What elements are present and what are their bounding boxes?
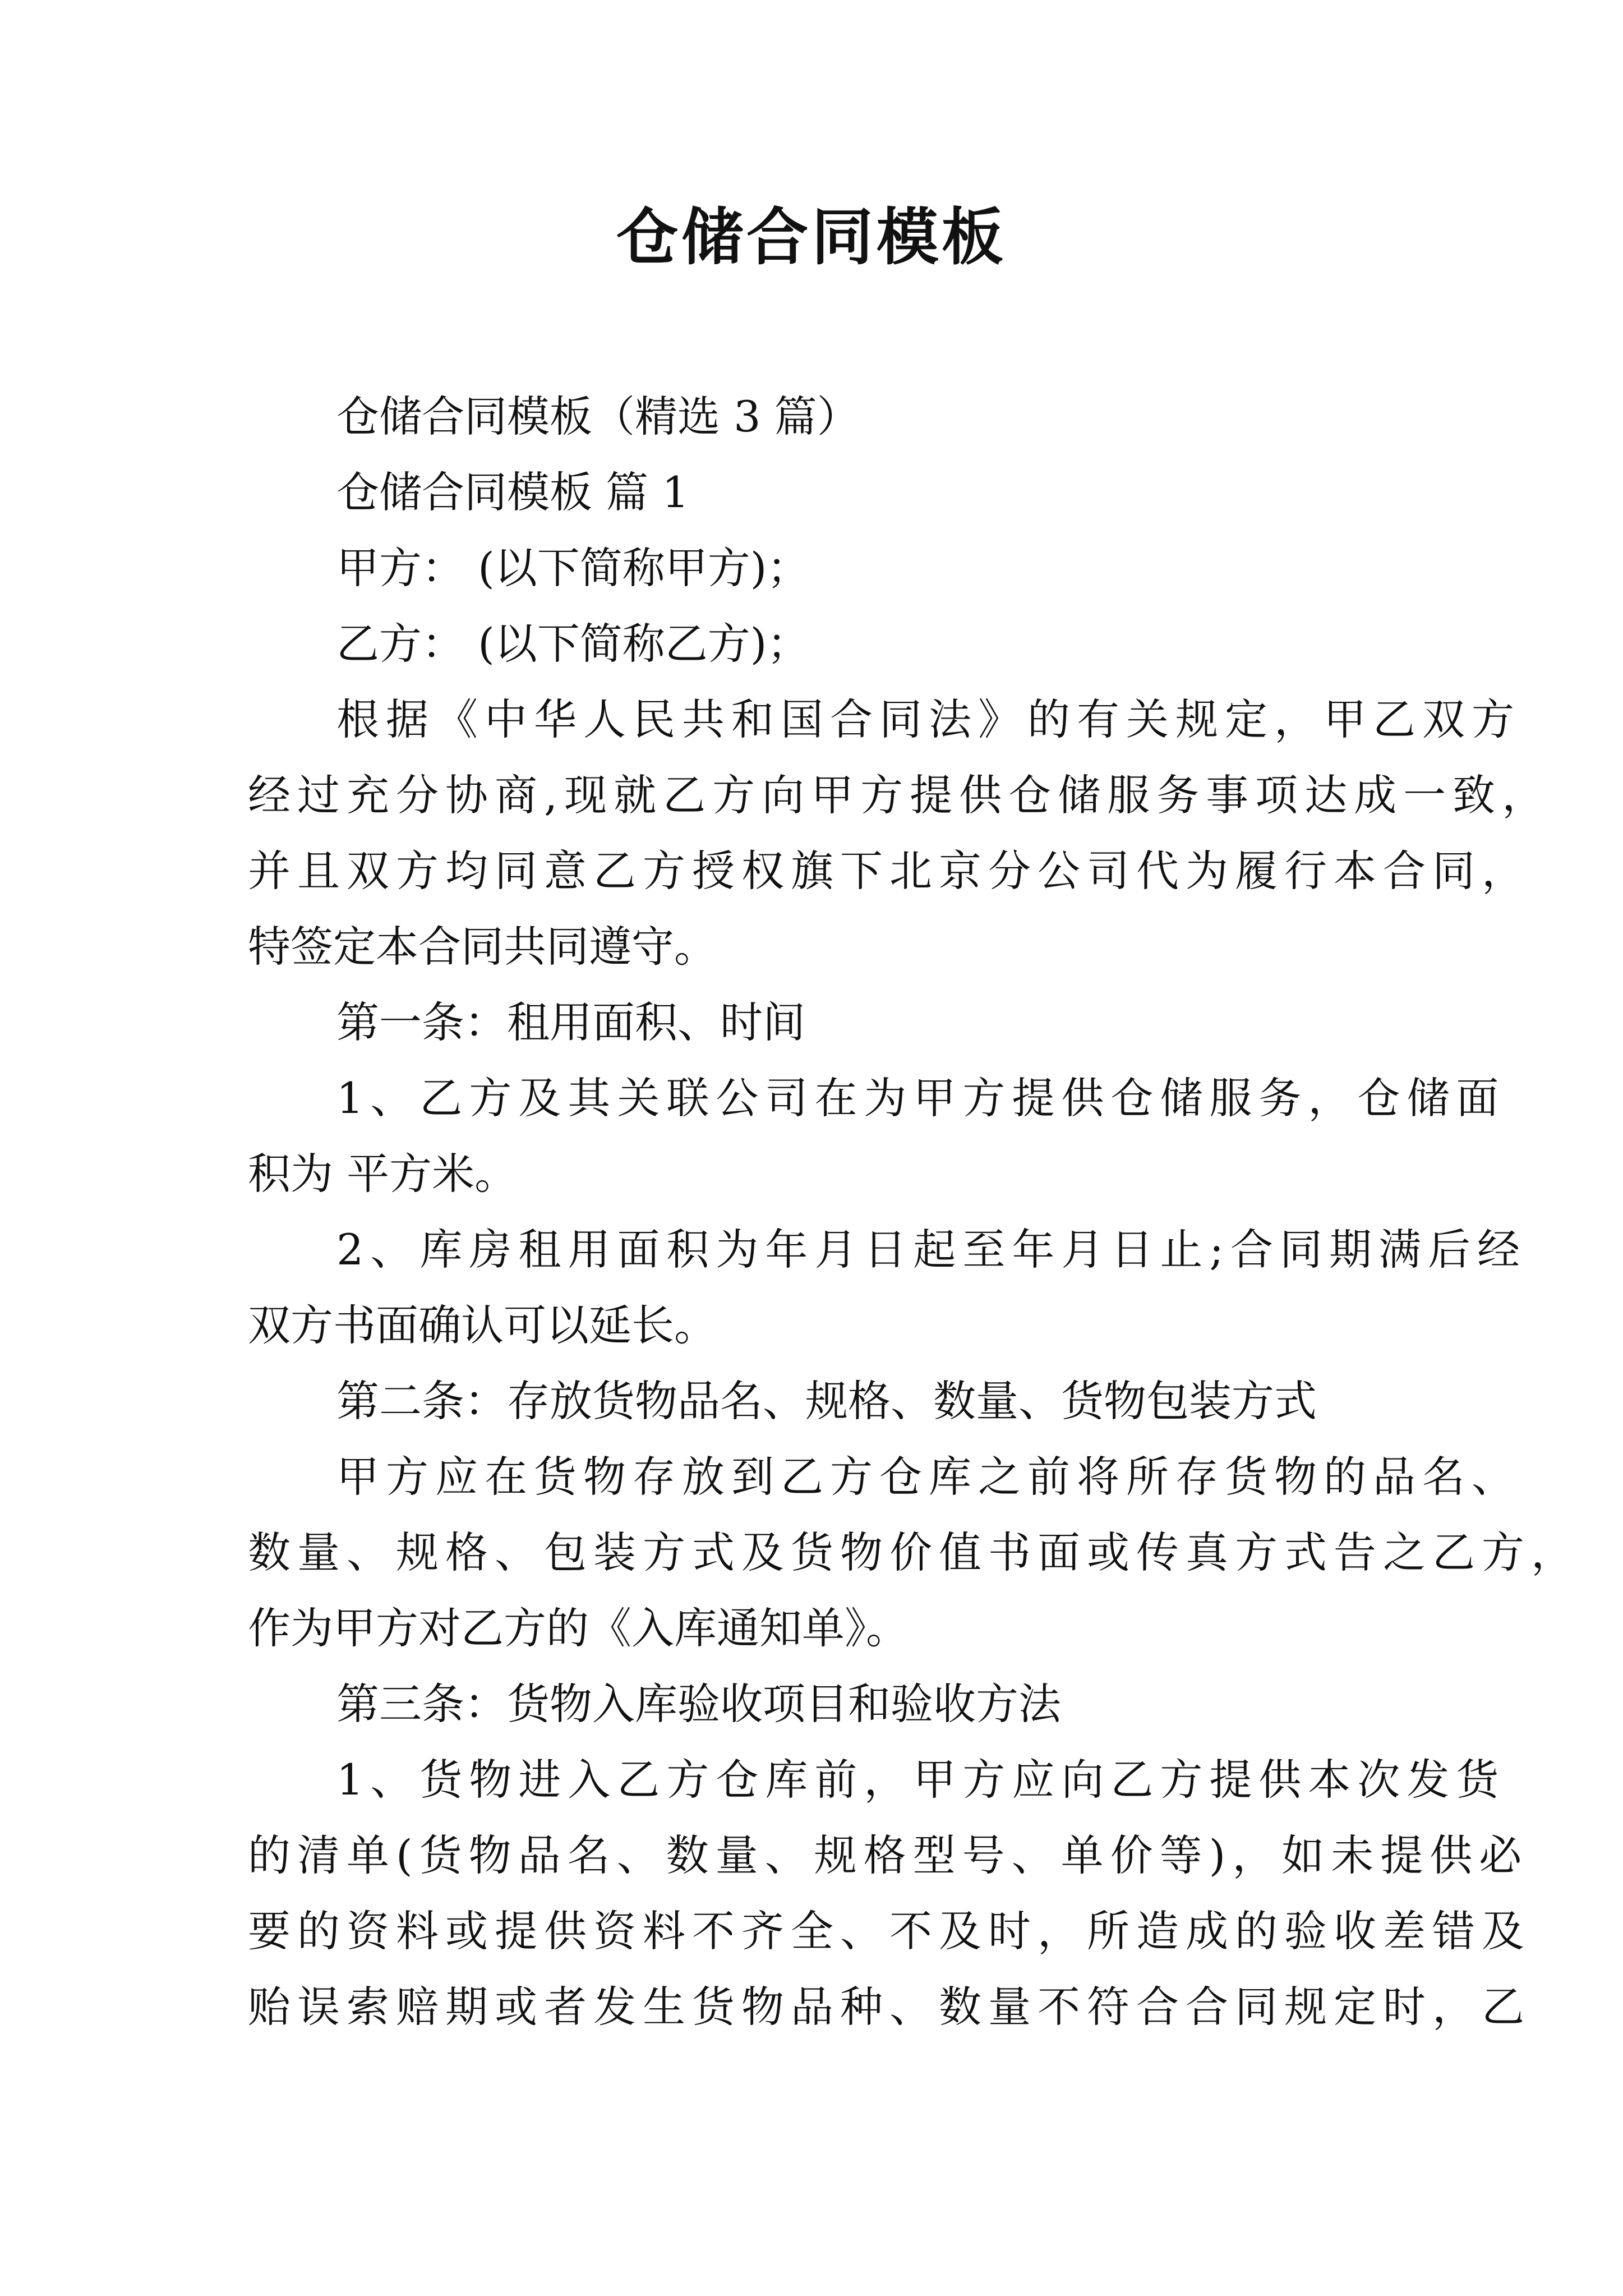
paragraph-line: 要的资料或提供资料不齐全、不及时，所造成的验收差错及 bbox=[248, 1906, 1531, 1956]
paragraph-line: 经过充分协商,现就乙方向甲方提供仓储服务事项达成一致， bbox=[248, 770, 1552, 820]
paragraph-line: 1、乙方及其关联公司在为甲方提供仓储服务，仓储面 bbox=[336, 1073, 1506, 1123]
paragraph-line: 仓储合同模板（精选 3 篇） bbox=[336, 392, 860, 441]
paragraph-line: 的清单(货物品名、数量、规格型号、单价等)，如未提供必 bbox=[248, 1830, 1529, 1880]
paragraph-line: 根据《中华人民共和国合同法》的有关规定，甲乙双方 bbox=[336, 694, 1521, 744]
document-title: 仓储合同模板 bbox=[616, 201, 1007, 273]
paragraph-line: 并且双方均同意乙方授权旗下北京分公司代为履行本合同， bbox=[248, 846, 1531, 896]
paragraph-line: 双方书面确认可以延长。 bbox=[248, 1300, 717, 1350]
paragraph-line: 甲方应在货物存放到乙方仓库之前将所存货物的品名、 bbox=[336, 1452, 1521, 1502]
paragraph-line: 数量、规格、包装方式及货物价值书面或传真方式告之乙方， bbox=[248, 1527, 1580, 1577]
paragraph-line: 作为甲方对乙方的《入库通知单》。 bbox=[248, 1603, 909, 1653]
section-heading: 第三条：货物入库验收项目和验收方法 bbox=[336, 1679, 1061, 1729]
paragraph-line: 甲方： (以下简称甲方)； bbox=[336, 543, 810, 593]
paragraph-line: 1、货物进入乙方仓库前，甲方应向乙方提供本次发货 bbox=[336, 1755, 1506, 1805]
section-heading: 第二条：存放货物品名、规格、数量、货物包装方式 bbox=[336, 1376, 1317, 1426]
paragraph-line: 2、库房租用面积为年月日起至年月日止;合同期满后经 bbox=[336, 1225, 1527, 1274]
paragraph-line: 特签定本合同共同遵守。 bbox=[248, 922, 717, 972]
paragraph-line: 贻误索赔期或者发生货物品种、数量不符合合同规定时，乙 bbox=[248, 1982, 1531, 2032]
paragraph-line: 乙方： (以下简称乙方)； bbox=[336, 619, 810, 669]
section-heading: 第一条：租用面积、时间 bbox=[336, 997, 805, 1047]
paragraph-line: 仓储合同模板 篇 1 bbox=[336, 467, 689, 517]
paragraph-line: 积为 平方米。 bbox=[248, 1149, 518, 1199]
